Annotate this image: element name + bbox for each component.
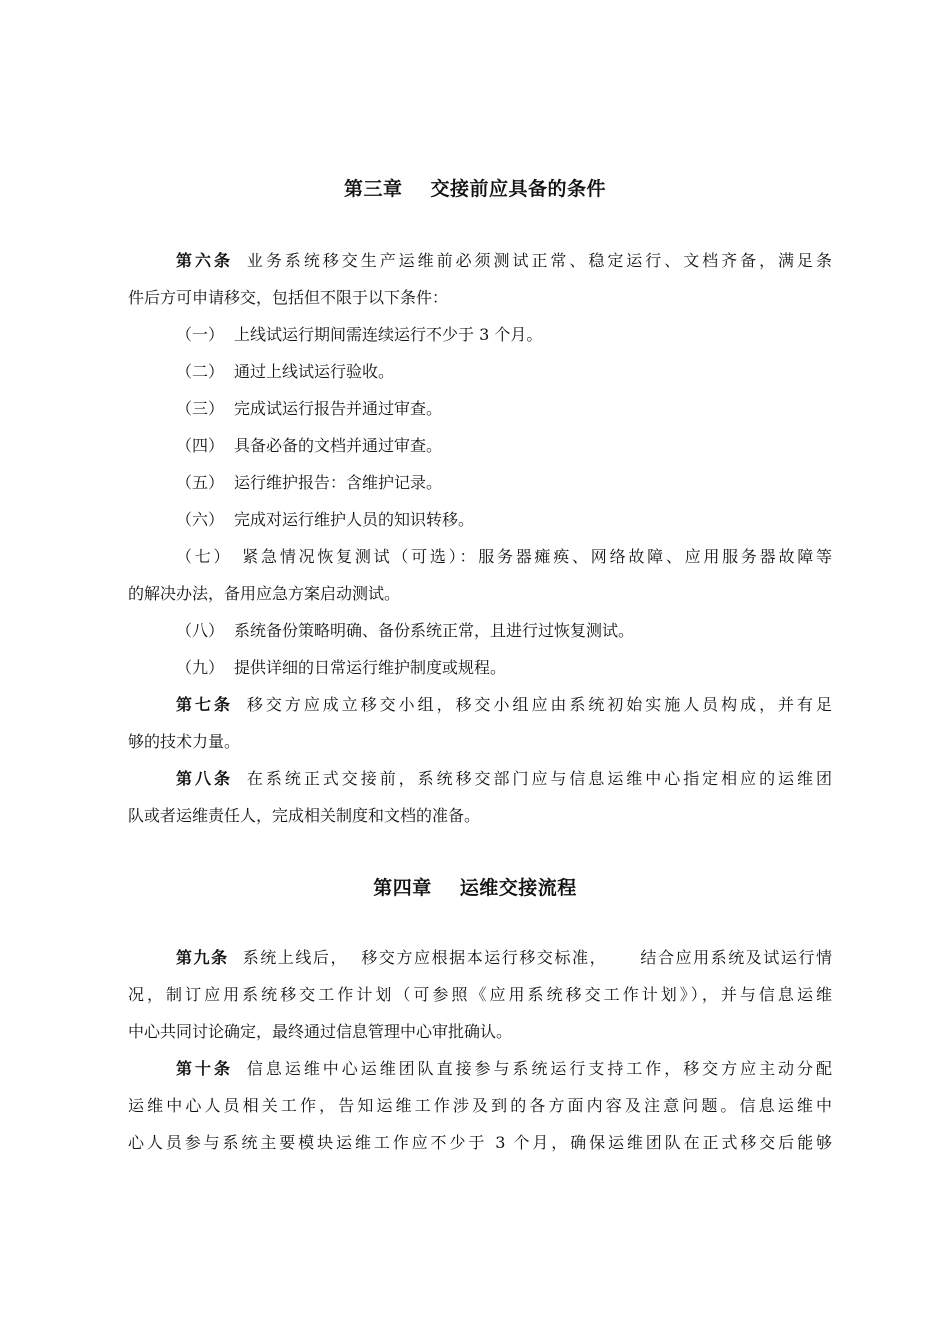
chapter-title: 运维交接流程	[459, 877, 577, 899]
article-7-line-1: 第七条 移交方应成立移交小组，移交小组应由系统初始实施人员构成，并有足	[176, 695, 832, 714]
article-label: 第十条	[176, 1059, 233, 1078]
chapter-4-heading	[0, 873, 950, 900]
list-item: （八） 系统备份策略明确、备份系统正常，且进行过恢复测试。	[176, 621, 635, 640]
article-8-line-1: 第八条 在系统正式交接前，系统移交部门应与信息运维中心指定相应的运维团	[176, 769, 832, 788]
article-10-line-1: 第十条 信息运维中心运维团队直接参与系统运行支持工作，移交方应主动分配	[176, 1059, 832, 1078]
article-6-line-1: 第六条 业务系统移交生产运维前必须测试正常、稳定运行、文档齐备，满足条	[176, 251, 832, 270]
chapter-3-body	[128, 242, 832, 834]
article-10-line-2: 运维中心人员相关工作，告知运维工作涉及到的各方面内容及注意问题。信息运维中	[128, 1096, 832, 1115]
article-9-line-2: 况，制订应用系统移交工作计划（可参照《应用系统移交工作计划》），并与信息运维	[128, 985, 832, 1004]
chapter-3-heading	[0, 174, 950, 201]
article-10-line-3: 心人员参与系统主要模块运维工作应不少于 3 个月，确保运维团队在正式移交后能够	[128, 1133, 832, 1152]
chapter-title: 交接前应具备的条件	[430, 178, 607, 200]
list-item: （二） 通过上线试运行验收。	[176, 362, 395, 381]
list-item-continuation: 的解决办法，备用应急方案启动测试。	[128, 584, 401, 603]
list-item: （四） 具备必备的文档并通过审查。	[176, 436, 443, 455]
article-9-line-3: 中心共同讨论确定，最终通过信息管理中心审批确认。	[128, 1022, 513, 1041]
list-item: （九） 提供详细的日常运行维护制度或规程。	[176, 658, 507, 677]
article-label: 第六条	[176, 251, 233, 270]
chapter-4-body	[128, 939, 832, 1161]
list-item: （五） 运行维护报告：含维护记录。	[176, 473, 443, 492]
article-9-line-1: 第九条 系统上线后， 移交方应根据本运行移交标准， 结合应用系统及试运行情	[176, 948, 832, 967]
list-item: （一） 上线试运行期间需连续运行不少于 3 个月。	[176, 325, 543, 344]
article-8-line-2: 队或者运维责任人，完成相关制度和文档的准备。	[128, 806, 481, 825]
article-label: 第八条	[176, 769, 233, 788]
chapter-number: 第三章	[343, 178, 403, 200]
article-6-line-2: 件后方可申请移交，包括但不限于以下条件：	[128, 288, 449, 307]
list-item: （三） 完成试运行报告并通过审查。	[176, 399, 443, 418]
article-label: 第九条	[176, 948, 229, 967]
list-item: （六） 完成对运行维护人员的知识转移。	[176, 510, 475, 529]
chapter-number: 第四章	[373, 877, 432, 899]
article-label: 第七条	[176, 695, 233, 714]
list-item: （七） 紧急情况恢复测试（可选）：服务器瘫痪、网络故障、应用服务器故障等	[176, 547, 832, 566]
article-7-line-2: 够的技术力量。	[128, 732, 241, 751]
